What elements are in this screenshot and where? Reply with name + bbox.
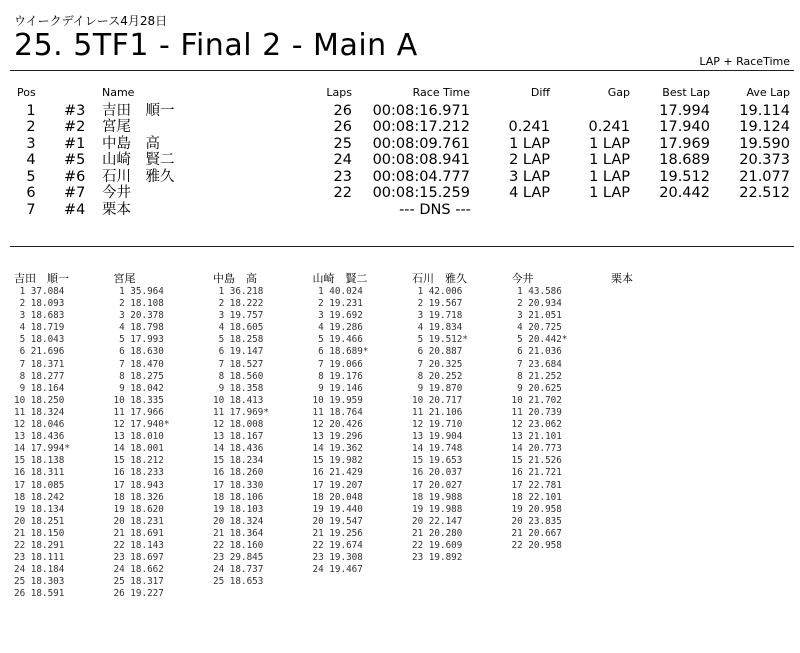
lap-column [14,270,70,600]
divider-top [10,70,794,71]
lap-time-entry: 10 18.250 [14,394,65,406]
lap-time-entry: 5 18.258 [213,334,264,346]
diff-value: 4 LAP [509,185,550,201]
page-title: 25. 5TF1 - Final 2 - Main A [14,28,418,63]
lap-time-entry: 7 23.684 [511,358,562,370]
lap-time-entry: 18 18.106 [213,491,264,503]
lap-time-entry: 13 18.010 [113,431,164,443]
lap-time-entry: 2 19.567 [412,298,463,310]
lap-time-entry: 12 18.008 [213,419,264,431]
lap-column [412,270,468,564]
driver-name: 石川 雅久 [102,168,175,185]
race-time: 00:08:17.212 [372,119,470,135]
lap-time-entry: 10 19.959 [312,394,363,406]
gap-value: 0.241 [588,119,630,135]
lap-time-entry: 4 18.798 [113,322,164,334]
lap-time-entry: 12 23.062 [511,419,562,431]
position: 4 [26,152,36,168]
lap-time-entry: 3 20.378 [113,310,164,322]
lap-time-entry: 11 17.966 [113,406,164,418]
race-time: 00:08:04.777 [372,168,470,185]
driver-name: 今井 [102,185,131,201]
lap-time-entry: 12 17.940* [113,419,170,431]
position: 5 [26,168,36,185]
lap-time-entry: 5 20.442* [511,334,568,346]
laps-count: 23 [333,168,352,185]
lap-time-entry: 22 18.143 [113,539,164,551]
lap-time-entry: 25 18.317 [113,576,164,588]
car-number: #4 [64,201,86,218]
result-row [0,136,800,153]
lap-time-entry: 13 18.167 [213,431,264,443]
lap-time-entry: 15 19.653 [412,455,463,467]
results-header-row [0,86,800,103]
average-lap: 21.077 [739,168,790,185]
lap-time-entry: 4 18.605 [213,322,264,334]
lap-time-entry: 8 20.252 [412,370,463,382]
lap-time-entry: 20 19.547 [312,515,363,527]
lap-time-entry: 19 19.440 [312,503,363,515]
report-type-label: LAP + RaceTime [699,55,790,68]
car-number: #6 [64,168,86,185]
lap-time-entry: 4 19.286 [312,322,363,334]
best-lap: 18.689 [659,152,710,168]
lap-time-entry: 14 19.362 [312,443,363,455]
lap-time-entry: 14 18.436 [213,443,264,455]
lap-time-entry: 10 20.717 [412,394,463,406]
lap-time-entry: 18 18.242 [14,491,65,503]
lap-time-entry: 14 20.773 [511,443,562,455]
race-time: 00:08:08.941 [372,152,470,168]
position: 7 [26,201,36,218]
average-lap: 20.373 [739,152,790,168]
lap-time-entry: 6 18.689* [312,346,369,358]
driver-name: 山崎 賢二 [102,152,175,168]
lap-time-entry: 20 23.835 [511,515,562,527]
car-number: #5 [64,152,86,168]
lap-time-entry: 14 17.994* [14,443,70,455]
average-lap: 22.512 [739,185,790,201]
best-lap: 20.442 [659,185,710,201]
lap-column [313,270,369,576]
col-header-best-lap: Best Lap [662,86,710,99]
lap-time-entry: 7 18.470 [113,358,164,370]
lap-time-entry: 6 20.887 [412,346,463,358]
position: 3 [26,135,36,152]
lap-time-entry: 23 19.892 [412,552,463,564]
lap-time-entry: 12 20.426 [312,419,363,431]
lap-time-entry: 5 19.466 [312,334,363,346]
lap-time-entry: 23 19.308 [312,552,363,564]
result-row [0,169,800,186]
gap-value: 1 LAP [589,135,630,152]
lap-time-entry: 17 18.085 [14,479,65,491]
lap-time-entry: 20 18.251 [14,515,65,527]
lap-time-entry: 24 18.737 [213,564,264,576]
lap-time-entry: 4 20.725 [511,322,562,334]
result-row [0,103,800,120]
lap-time-entry: 8 21.252 [511,370,562,382]
lap-time-entry: 6 21.696 [14,346,65,358]
lap-time-entry: 22 19.674 [312,539,363,551]
position: 1 [26,102,36,119]
results-body [0,103,800,219]
lap-column-driver: 宮尾 [113,272,136,285]
laps-count: 26 [333,119,352,135]
driver-name: 宮尾 [102,119,131,135]
lap-time-entry: 16 21.429 [312,467,363,479]
race-time: 00:08:16.971 [372,102,470,119]
lap-column [512,270,568,552]
lap-column-driver: 今井 [511,272,534,285]
lap-time-entry: 2 20.934 [511,298,562,310]
car-number: #2 [64,119,86,135]
lap-time-entry: 15 18.212 [113,455,164,467]
lap-column-driver: 石川 雅久 [412,272,467,285]
lap-time-entry: 21 20.280 [412,527,463,539]
lap-time-entry: 4 18.719 [14,322,65,334]
lap-time-entry: 8 18.275 [113,370,164,382]
lap-time-entry: 16 18.260 [213,467,264,479]
lap-column [213,270,269,588]
lap-time-entry: 16 21.721 [511,467,562,479]
col-header-laps: Laps [326,86,352,99]
lap-time-entry: 20 22.147 [412,515,463,527]
lap-time-entry: 6 21.036 [511,346,562,358]
lap-time-entry: 17 19.207 [312,479,363,491]
lap-time-entry: 22 18.291 [14,539,65,551]
lap-time-entry: 14 19.748 [412,443,463,455]
lap-time-entry: 17 18.943 [113,479,164,491]
status-dns: --- DNS --- [399,201,471,218]
position: 2 [26,119,36,135]
lap-time-entry: 9 19.870 [412,382,463,394]
lap-time-entry: 1 37.084 [14,286,65,297]
lap-time-entry: 15 21.526 [511,455,562,467]
col-header-name: Name [102,86,135,99]
diff-value: 3 LAP [509,168,550,185]
lap-time-entry: 15 18.138 [14,455,65,467]
event-subtitle: ウイークデイレース4月28日 [14,14,168,28]
car-number: #1 [64,135,86,152]
lap-time-entry: 11 17.969* [213,406,269,418]
best-lap: 19.512 [659,168,710,185]
laps-count: 24 [333,152,352,168]
driver-name: 栗本 [102,201,131,218]
lap-time-entry: 7 19.066 [312,358,363,370]
lap-time-entry: 13 21.101 [511,431,562,443]
lap-time-entry: 25 18.303 [14,576,65,588]
lap-time-entry: 9 18.358 [213,382,264,394]
lap-time-entry: 9 18.042 [113,382,164,394]
driver-name: 中島 高 [102,135,160,152]
lap-time-entry: 8 18.277 [14,370,65,382]
lap-time-entry: 9 19.146 [312,382,363,394]
laps-count: 25 [333,135,352,152]
lap-time-entry: 24 19.467 [312,564,363,576]
col-header-gap: Gap [607,86,630,99]
lap-time-entry: 21 20.667 [511,527,562,539]
lap-time-entry: 19 18.620 [113,503,164,515]
lap-column [114,270,170,600]
lap-column-driver: 吉田 順一 [14,272,69,285]
results-table [0,86,800,218]
lap-time-entry: 21 18.150 [14,527,65,539]
lap-time-entry: 11 18.764 [312,406,363,418]
diff-value: 0.241 [508,119,550,135]
lap-time-entry: 21 18.691 [113,527,164,539]
lap-time-entry: 6 18.630 [113,346,164,358]
lap-time-entry: 10 18.413 [213,394,264,406]
car-number: #3 [64,102,86,119]
result-row [0,119,800,136]
lap-time-entry: 20 18.231 [113,515,164,527]
driver-name: 吉田 順一 [102,102,175,119]
lap-time-entry: 26 19.227 [113,588,164,600]
col-header-ave-lap: Ave Lap [746,86,790,99]
gap-value: 1 LAP [589,168,630,185]
average-lap: 19.124 [739,119,790,135]
lap-time-entry: 15 19.982 [312,455,363,467]
lap-time-entry: 21 19.256 [312,527,363,539]
lap-time-entry: 11 20.739 [511,406,562,418]
lap-time-entry: 13 19.296 [312,431,363,443]
lap-time-entry: 7 18.371 [14,358,65,370]
best-lap: 17.994 [659,102,710,119]
lap-time-entry: 20 18.324 [213,515,264,527]
lap-time-entry: 7 20.325 [412,358,463,370]
lap-time-entry: 3 19.692 [312,310,363,322]
lap-time-entry: 17 22.781 [511,479,562,491]
lap-time-entry: 21 18.364 [213,527,264,539]
average-lap: 19.590 [739,135,790,152]
lap-time-entry: 19 20.958 [511,503,562,515]
lap-time-entry: 1 42.006 [412,286,463,297]
lap-time-entry: 1 43.586 [511,286,562,297]
lap-time-entry: 10 21.702 [511,394,562,406]
result-row [0,202,800,219]
divider-bottom [10,246,794,247]
lap-time-entry: 1 36.218 [213,286,264,297]
lap-time-entry: 3 19.718 [412,310,463,322]
lap-time-entry: 19 18.103 [213,503,264,515]
lap-times-section [0,270,800,650]
lap-time-entry: 16 20.037 [412,467,463,479]
lap-time-entry: 23 18.111 [14,552,65,564]
result-row [0,152,800,169]
lap-time-entry: 19 18.134 [14,503,65,515]
race-time: 00:08:09.761 [372,135,470,152]
lap-time-entry: 22 19.609 [412,539,463,551]
lap-time-entry: 17 18.330 [213,479,264,491]
lap-time-entry: 22 18.160 [213,539,264,551]
lap-time-entry: 22 20.958 [511,539,562,551]
lap-time-entry: 13 18.436 [14,431,65,443]
result-row [0,185,800,202]
lap-time-entry: 6 19.147 [213,346,264,358]
lap-time-entry: 3 21.051 [511,310,562,322]
lap-time-entry: 12 19.710 [412,419,463,431]
lap-time-entry: 5 17.993 [113,334,164,346]
lap-time-entry: 9 20.625 [511,382,562,394]
best-lap: 17.969 [659,135,710,152]
lap-time-entry: 2 18.108 [113,298,164,310]
lap-time-entry: 2 19.231 [312,298,363,310]
lap-time-entry: 2 18.222 [213,298,264,310]
race-time: 00:08:15.259 [372,185,470,201]
lap-column-driver: 栗本 [611,272,633,285]
gap-value: 1 LAP [589,185,630,201]
col-header-diff: Diff [530,86,550,99]
lap-time-entry: 5 18.043 [14,334,65,346]
lap-time-entry: 18 19.988 [412,491,463,503]
col-header-pos: Pos [17,86,36,99]
diff-value: 2 LAP [509,152,550,168]
laps-count: 26 [333,102,352,119]
lap-time-entry: 1 35.964 [113,286,164,297]
lap-time-entry: 15 18.234 [213,455,264,467]
diff-value: 1 LAP [509,135,550,152]
lap-column-driver: 山崎 賢二 [312,272,368,285]
lap-time-entry: 18 18.326 [113,491,164,503]
lap-time-entry: 24 18.662 [113,564,164,576]
lap-time-entry: 18 22.101 [511,491,562,503]
lap-time-entry: 17 20.027 [412,479,463,491]
lap-time-entry: 14 18.001 [113,443,164,455]
lap-time-entry: 12 18.046 [14,419,65,431]
lap-time-entry: 2 18.093 [14,298,65,310]
lap-time-entry: 24 18.184 [14,564,65,576]
lap-time-entry: 18 20.048 [312,491,363,503]
lap-time-entry: 13 19.904 [412,431,463,443]
position: 6 [26,185,36,201]
average-lap: 19.114 [739,102,790,119]
lap-time-entry: 26 18.591 [14,588,65,600]
lap-time-entry: 3 19.757 [213,310,264,322]
lap-time-entry: 23 29.845 [213,552,264,564]
lap-time-entry: 11 21.106 [412,406,463,418]
lap-column-driver: 中島 高 [213,272,257,285]
lap-time-entry: 16 18.311 [14,467,65,479]
lap-time-entry: 10 18.335 [113,394,164,406]
lap-time-entry: 19 19.988 [412,503,463,515]
lap-time-entry: 25 18.653 [213,576,264,588]
gap-value: 1 LAP [589,152,630,168]
lap-column [611,270,633,286]
lap-time-entry: 16 18.233 [113,467,164,479]
lap-time-entry: 8 18.560 [213,370,264,382]
lap-time-entry: 8 19.176 [312,370,363,382]
best-lap: 17.940 [659,119,710,135]
laps-count: 22 [333,185,352,201]
lap-time-entry: 5 19.512* [412,334,468,346]
lap-time-entry: 1 40.024 [312,286,363,297]
lap-time-entry: 7 18.527 [213,358,264,370]
lap-time-entry: 23 18.697 [113,552,164,564]
car-number: #7 [64,185,86,201]
lap-time-entry: 3 18.683 [14,310,65,322]
lap-time-entry: 9 18.164 [14,382,65,394]
lap-time-entry: 4 19.834 [412,322,463,334]
lap-time-entry: 11 18.324 [14,406,65,418]
col-header-race-time: Race Time [412,86,470,99]
